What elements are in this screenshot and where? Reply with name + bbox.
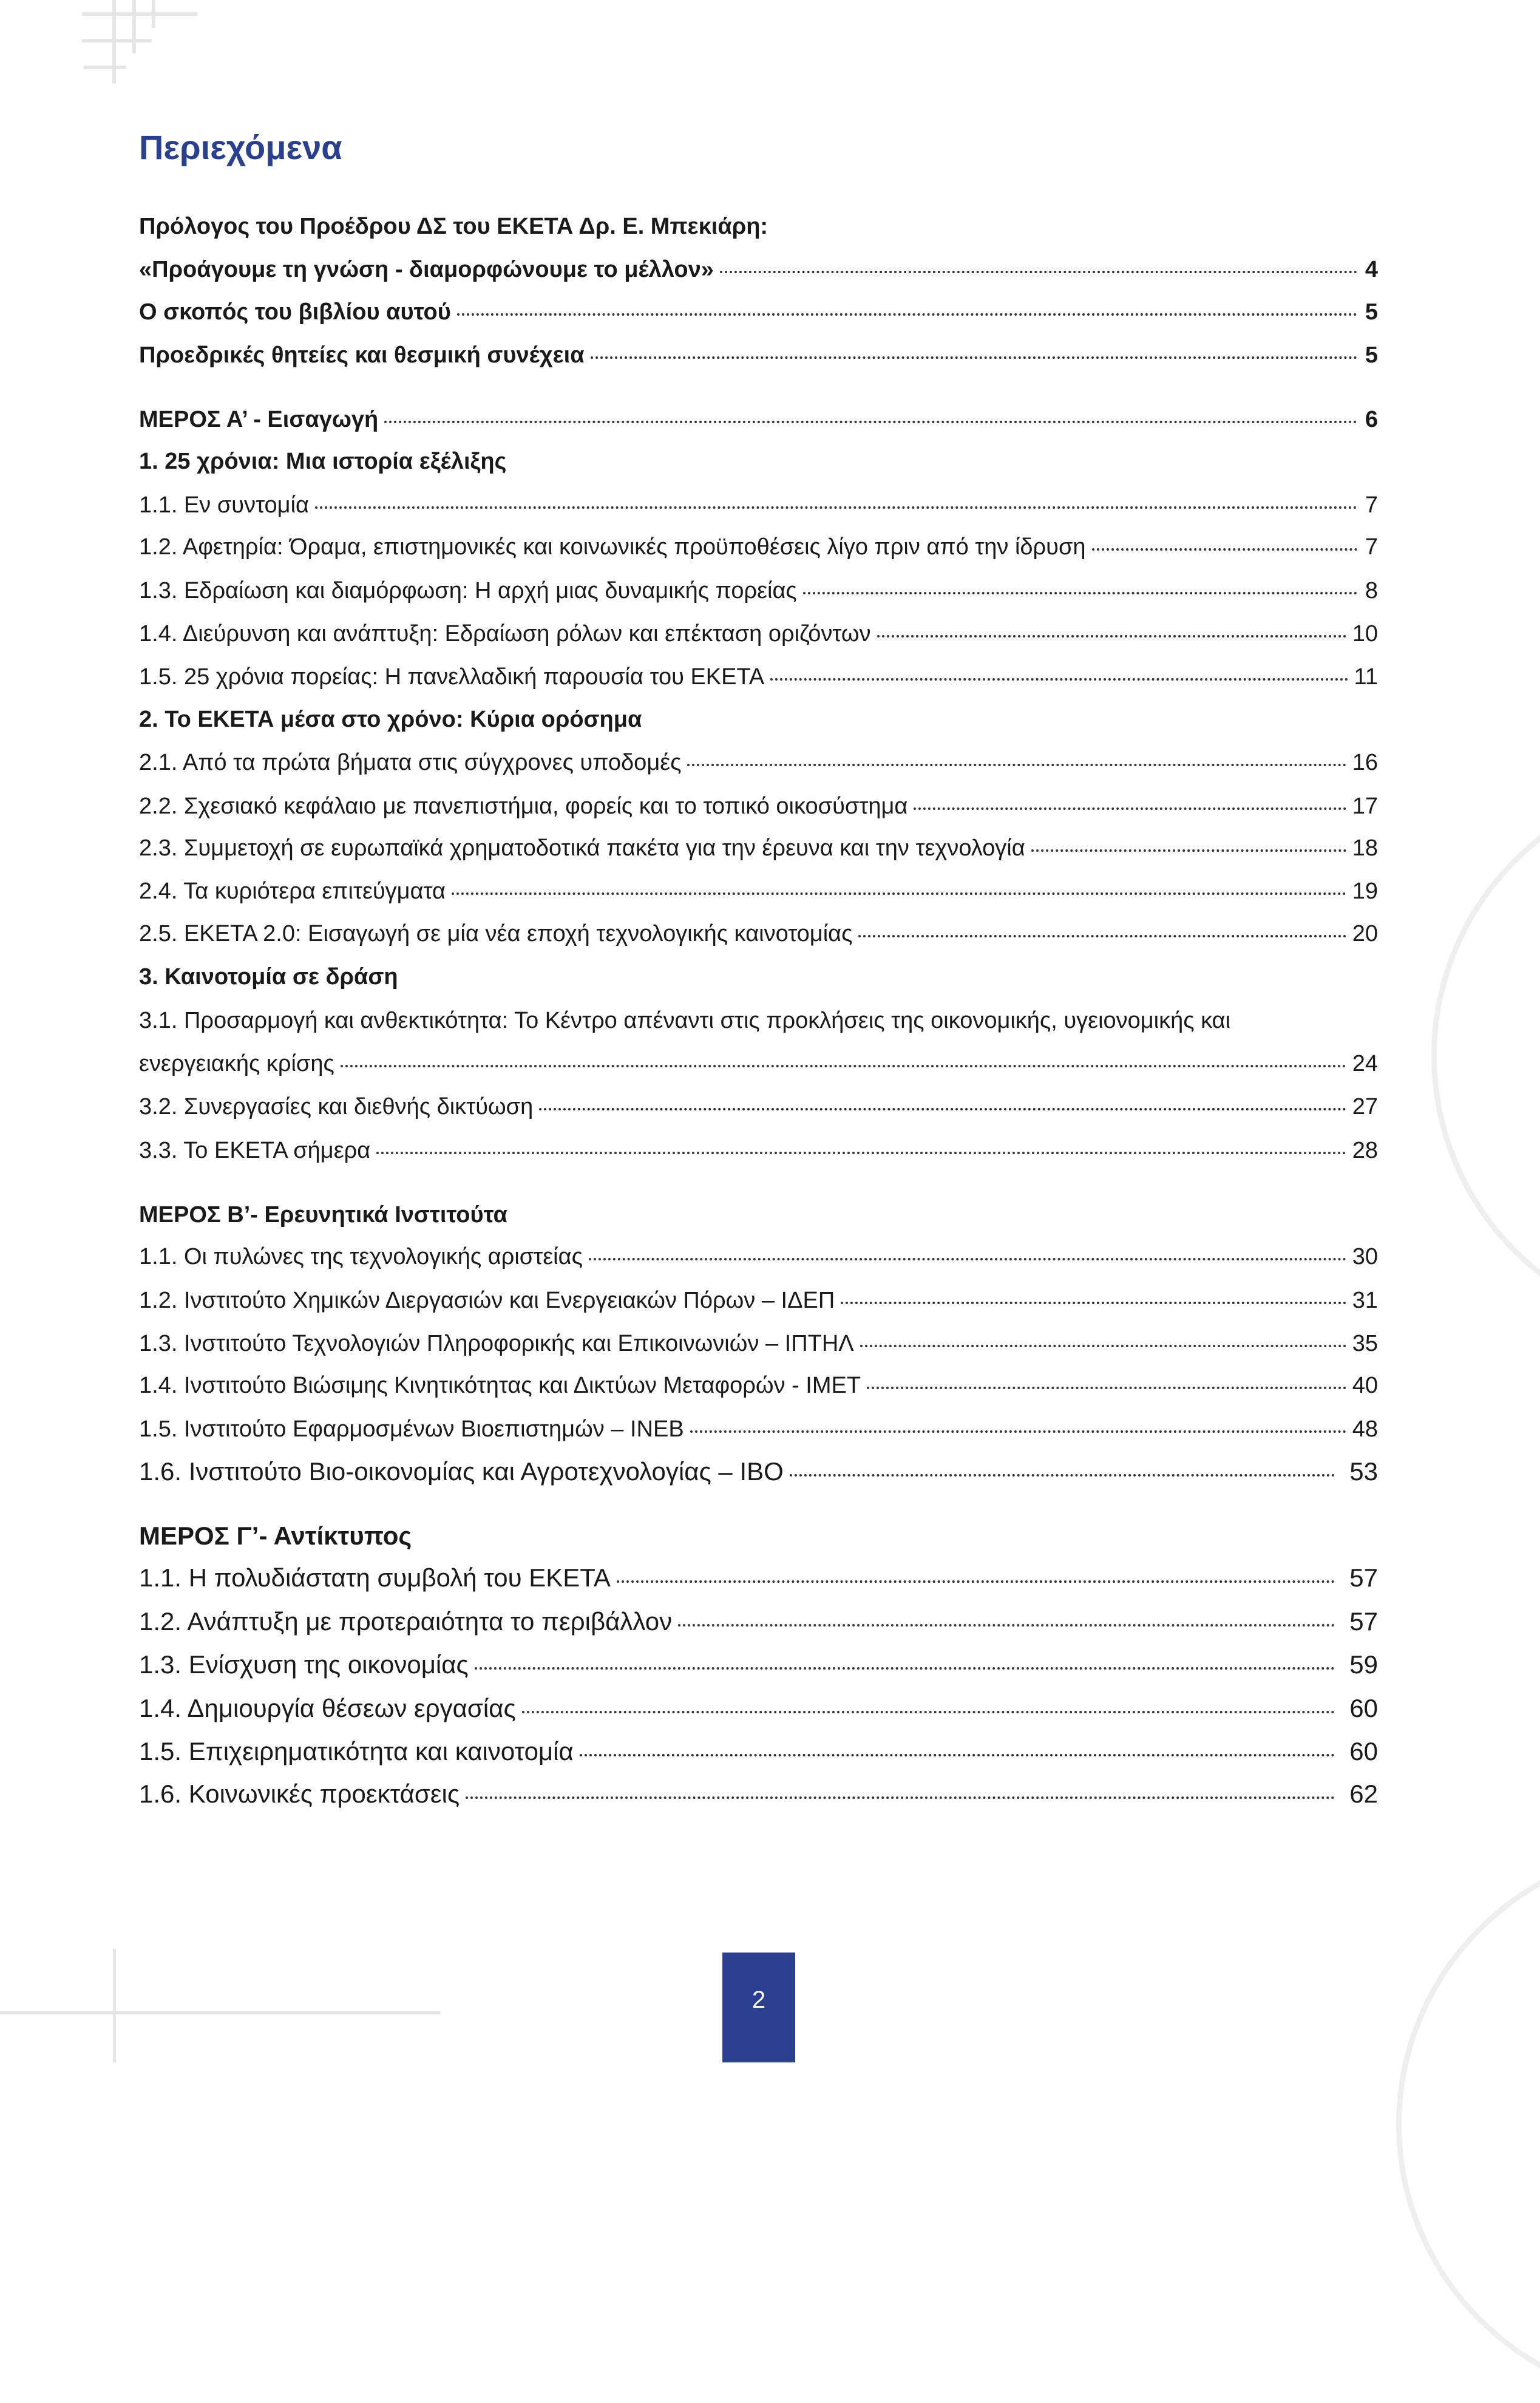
toc-entry[interactable]: 2.3. Συμμετοχή σε ευρωπαϊκά χρηματοδοτικά πακέτα για την έρευνα και την τεχνολογία 18 — [139, 835, 1378, 861]
toc-entry[interactable]: 1.5. Επιχειρηματικότητα και καινοτομία 60 — [139, 1737, 1378, 1766]
toc-part-a[interactable]: ΜΕΡΟΣ Α’ - Εισαγωγή 6 — [139, 407, 1378, 432]
dot-leader — [790, 1474, 1335, 1477]
toc-chapter-2: 2. Το ΕΚΕΤΑ μέσα στο χρόνο: Κύρια ορόσημα — [139, 707, 642, 732]
toc-entry[interactable]: 1.6. Ινστιτούτο Βιο-οικονομίας και Αγροτεχνολογίας – ΙΒΟ 53 — [139, 1457, 1378, 1486]
dot-leader — [457, 313, 1357, 316]
dot-leader — [475, 1667, 1335, 1670]
decorative-arc-lower — [1396, 1846, 1540, 2403]
toc-entry[interactable]: 1.5. 25 χρόνια πορείας: Η πανελλαδική παρουσία του ΕΚΕΤΑ 11 — [139, 664, 1378, 690]
toc-entry[interactable]: 1.3. Ενίσχυση της οικονομίας 59 — [139, 1650, 1378, 1679]
dot-leader — [589, 1258, 1346, 1260]
toc-entry[interactable]: 2.4. Τα κυριότερα επιτεύγματα 19 — [139, 879, 1378, 904]
toc-entry[interactable]: 1.4. Δημιουργία θέσεων εργασίας 60 — [139, 1694, 1378, 1722]
toc-entry[interactable]: 2.5. ΕΚΕΤΑ 2.0: Εισαγωγή σε μία νέα εποχή τεχνολογικής καινοτομίας 20 — [139, 921, 1378, 947]
toc-entry[interactable]: 1.6. Κοινωνικές προεκτάσεις 62 — [139, 1779, 1378, 1808]
dot-leader — [617, 1580, 1335, 1583]
toc-entry[interactable] — [139, 299, 1378, 330]
toc-entry-label: Προεδρικές θητείες και θεσμική συνέχεια — [139, 342, 585, 368]
dot-leader — [376, 1152, 1346, 1154]
toc-entry[interactable]: 1.2. Ανάπτυξη με προτεραιότητα το περιβάλλον 57 — [139, 1607, 1378, 1636]
toc-entry[interactable]: 1.2. Ινστιτούτο Χημικών Διεργασιών και Ενεργειακών Πόρων – ΙΔΕΠ 31 — [139, 1288, 1378, 1313]
toc-entry-page: 4 — [1365, 257, 1378, 282]
toc-entry-page: 5 — [1365, 299, 1378, 325]
page-number-badge — [722, 1953, 795, 2062]
toc-entry-label: «Προάγουμε τη γνώση - διαμορφώνουμε το μέλλον» — [139, 257, 714, 282]
dot-leader — [522, 1711, 1335, 1713]
dot-leader — [914, 807, 1346, 810]
toc-entry[interactable] — [139, 257, 1378, 287]
toc-chapter-3: 3. Καινοτομία σε δράση — [139, 964, 398, 990]
toc-entry[interactable]: 3.2. Συνεργασίες και διεθνής δικτύωση 27 — [139, 1094, 1378, 1120]
toc-entry[interactable]: 1.4. Ινστιτούτο Βιώσιμης Κινητικότητας και Δικτύων Μεταφορών - ΙΜΕΤ 40 — [139, 1373, 1378, 1398]
toc-entry[interactable]: 1.1. Η πολυδιάστατη συμβολή του ΕΚΕΤΑ 57 — [139, 1563, 1378, 1592]
dot-leader — [539, 1108, 1346, 1110]
toc-entry[interactable]: 1.1. Οι πυλώνες της τεχνολογικής αριστείας 30 — [139, 1244, 1378, 1269]
dot-leader — [841, 1302, 1346, 1304]
dot-leader — [591, 356, 1357, 359]
dot-leader — [678, 1624, 1335, 1626]
decorative-arc-upper — [1431, 777, 1540, 1334]
toc-entry[interactable]: 3.3. Το ΕΚΕΤΑ σήμερα 28 — [139, 1138, 1378, 1163]
dot-leader — [466, 1796, 1335, 1799]
page-title: Περιεχόμενα — [139, 128, 342, 166]
toc-entry[interactable]: 1.5. Ινστιτούτο Εφαρμοσμένων Βιοεπιστημών – ΙΝΕΒ 48 — [139, 1416, 1378, 1442]
dot-leader — [690, 1430, 1346, 1433]
toc-part-c: ΜΕΡΟΣ Γ’- Αντίκτυπος — [139, 1521, 412, 1550]
dot-leader — [858, 935, 1346, 937]
toc-entry[interactable]: 1.2. Αφετηρία: Όραμα, επιστημονικές και κοινωνικές προϋποθέσεις λίγο πριν από την ίδρυση 7 — [139, 534, 1378, 560]
toc-part-b: ΜΕΡΟΣ Β’- Ερευνητικά Ινστιτούτα — [139, 1202, 507, 1228]
dot-leader — [1092, 548, 1357, 551]
dot-leader — [720, 271, 1357, 273]
dot-leader — [867, 1387, 1346, 1389]
dot-leader — [860, 1345, 1346, 1347]
dot-leader — [1031, 849, 1346, 852]
toc-entry-line2[interactable]: ενεργειακής κρίσης 24 — [139, 1051, 1378, 1076]
dot-leader — [315, 506, 1357, 509]
dot-leader — [877, 635, 1346, 637]
dot-leader — [687, 764, 1346, 766]
toc-entry[interactable]: 2.1. Από τα πρώτα βήματα στις σύγχρονες υποδομές 16 — [139, 750, 1378, 775]
dot-leader — [341, 1065, 1346, 1067]
dot-leader — [770, 678, 1348, 681]
dot-leader — [452, 892, 1346, 895]
toc-entry-label: Ο σκοπός του βιβλίου αυτού — [139, 299, 451, 325]
toc-entry-page: 5 — [1365, 342, 1378, 368]
toc-heading-prologue: Πρόλογος του Προέδρου ΔΣ του ΕΚΕΤΑ Δρ. Ε. Μπεκιάρη: — [139, 214, 768, 239]
page-number: 2 — [751, 1987, 766, 2013]
toc-entry[interactable]: 1.1. Εν συντομία 7 — [139, 492, 1378, 518]
dot-leader — [803, 592, 1357, 594]
toc-entry-line1[interactable]: 3.1. Προσαρμογή και ανθεκτικότητα: Το Κέντρο απέναντι στις προκλήσεις της οικονομικής, υγειονομικής και — [139, 1008, 1231, 1033]
toc-entry[interactable]: 2.2. Σχεσιακό κεφάλαιο με πανεπιστήμια, φορείς και το τοπικό οικοσύστημα 17 — [139, 794, 1378, 819]
toc-entry[interactable]: 1.3. Εδραίωση και διαμόρφωση: Η αρχή μιας δυναμικής πορείας 8 — [139, 578, 1378, 603]
toc-entry[interactable]: 1.4. Διεύρυνση και ανάπτυξη: Εδραίωση ρόλων και επέκταση οριζόντων 10 — [139, 621, 1378, 647]
dot-leader — [384, 421, 1357, 423]
dot-leader — [580, 1754, 1335, 1756]
toc-entry[interactable]: 1.3. Ινστιτούτο Τεχνολογιών Πληροφορικής και Επικοινωνιών – ΙΠΤΗΛ 35 — [139, 1331, 1378, 1356]
toc-entry[interactable] — [139, 342, 1378, 373]
toc-chapter-1: 1. 25 χρόνια: Μια ιστορία εξέλιξης — [139, 449, 507, 474]
